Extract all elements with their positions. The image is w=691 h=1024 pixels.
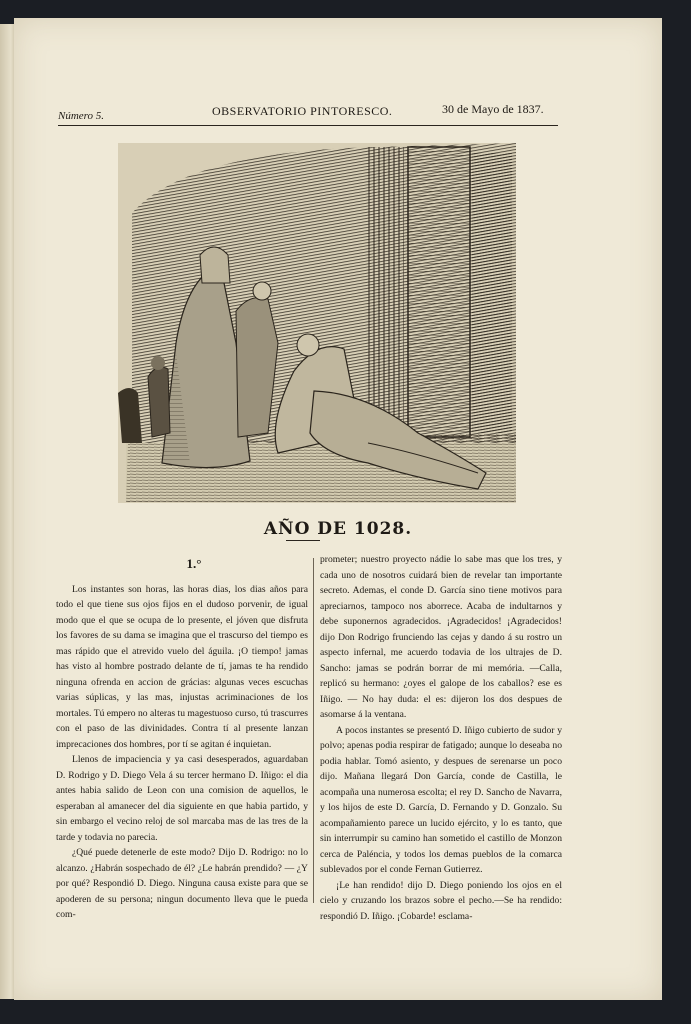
column-divider <box>313 558 314 903</box>
section-number: 1.° <box>186 556 202 571</box>
page-header <box>14 102 662 122</box>
text-column-left <box>56 552 308 923</box>
newspaper-page <box>14 18 662 1000</box>
article-title: AÑO DE 1028. <box>263 519 413 539</box>
text-column-right <box>320 552 562 924</box>
issue-date: 30 de Mayo de 1837. <box>442 102 544 116</box>
paragraph: ¡Le han rendido! dijo D. Diego poniendo los ojos en el cielo y cruzando los brazos sobre el pecho.—Se ha rendido: respondió D. Iñigo. ¡Cobarde! esclama- <box>320 879 562 922</box>
paragraph: A pocos instantes se presentó D. Iñigo cubierto de sudor y polvo; apenas podia respirar de fatigado; aunque lo deseaba no podia hablar. Tomó asiento, y despues de serenarse un poco dijo. Mañana llegará Don García, conde de Castilla, le acompaña una numerosa escolta; el rey D. Sancho de Navarra, y los hijos de este D. García, D. Fernando y D. Gonzalo. Su acompañamiento parece un lucido ejército, y lo es tanto, que sin interrumpir su camino han sometido el castillo de Monzon cerca de Paléncia, y todos los demas pueblos de la comarca sublevados por el conde Fernan Gutierrez. <box>320 724 562 875</box>
issue-number: Número 5. <box>58 110 105 122</box>
paragraph: Los instantes son horas, las horas dias, los dias años para todo el que tiene sus ojos fijos en el dudoso porvenir, de igual modo que el que se ocupa de lo presente, el jóven que disfruta los favores de su dama se imagina que el trascurso del tiempo es mas rápido que el atrevido vuelo del águila. ¡O tiempo! jamas has visto al hombre postrado delante de tí, jamas te ha rendido ninguna ofrenda en accion de grácias: algunas veces escuchas varias súplicas, y las mas, injustas acriminaciones de los mortales. Tú empero no alteras tu magestuoso curso, tú trascurres con el paso de las divinidades. Contra tí al presente lanzan imprecaciones dos hombres, por tí se agitan é inquietan. <box>56 583 308 750</box>
title-underline <box>286 540 320 541</box>
paragraph: prometer; nuestro proyecto nádie lo sabe mas que los tres, y cada uno de nosotros cuidará bien de revelar tan importante secreto. Ademas, el conde D. García sino tiene motivos para apreciarnos, tampoco nos aborrece. Acaba de indultarnos y debe suponernos agradecidos. ¡Agradecidos! ¡Agradecidos! dijo Don Rodrigo frunciendo las cejas y dando á su rostro un aspecto infernal, me acuerdo todavia de los ultrajes de D. Sancho: jamas se podrán borrar de mi memória. —Calla, replicó su hermano: ¿oyes el galope de los caballos? ese es Iñigo. — No hay duda: el es: dijeron los dos despues de asomarse á la ventana. <box>320 554 562 720</box>
engraving-illustration <box>118 143 516 503</box>
publication-title: OBSERVATORIO PINTORESCO. <box>212 104 393 118</box>
paragraph: ¿Qué puede detenerle de este modo? Dijo D. Rodrigo: no lo alcanzo. ¿Habrán sospechado de él? ¿Le habrán prendido? — ¿Y por qué? Respondió D. Diego. Ninguna causa existe para que se apoderen de su persona; ningun documento lleva que le pueda com- <box>56 847 308 920</box>
header-rule <box>58 125 558 126</box>
engraving-svg <box>118 143 516 503</box>
paragraph: Llenos de impaciencia y ya casi desesperados, aguardaban D. Rodrigo y D. Diego Vela á su tercer hermano D. Iñigo: el dia antes habia salido de Leon con una comision de aquellos, le esperaban al amanecer del dia siguiente en que habia partido, y sin embargo el vecino reloj de sol marcaba mas de las tres de la tarde y todavia no parecia. <box>56 754 308 843</box>
